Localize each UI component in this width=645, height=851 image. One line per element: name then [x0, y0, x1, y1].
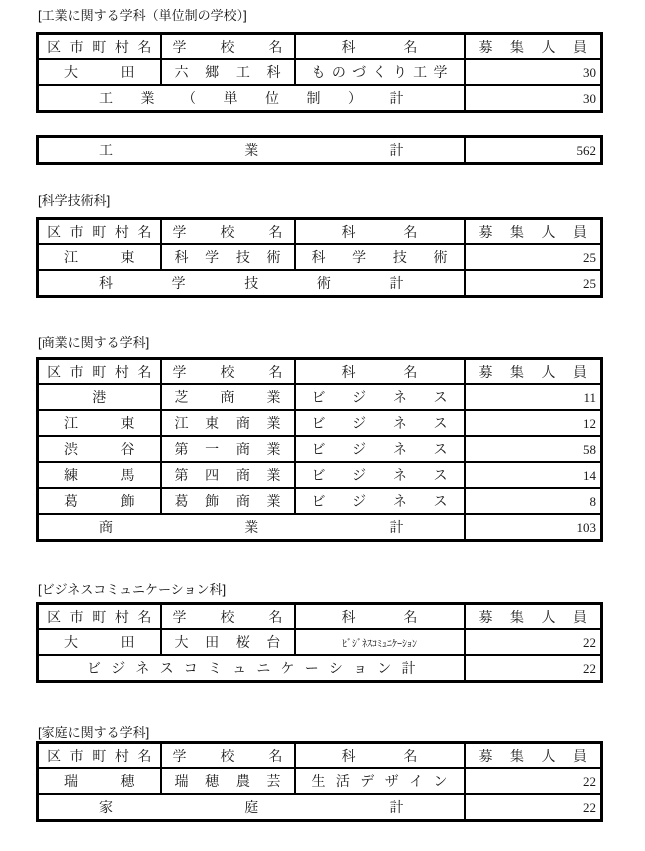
business-communication-table [36, 602, 603, 683]
department-cell: 科 学 技 術 [295, 244, 465, 270]
total-capacity-cell: 103 [465, 514, 602, 541]
capacity-cell: 14 [465, 462, 602, 488]
school-cell: 大 田 桜 台 [161, 629, 295, 655]
table-row [38, 768, 602, 794]
school-header: 学 校 名 [161, 359, 295, 385]
district-cell: 葛 飾 [38, 488, 161, 514]
capacity-header: 募 集 人 員 [465, 743, 602, 769]
table-row [38, 462, 602, 488]
capacity-cell: 8 [465, 488, 602, 514]
total-capacity-cell: 22 [465, 655, 602, 682]
total-label-cell: 工 業 （ 単 位 制 ） 計 [38, 85, 465, 112]
capacity-cell: 25 [465, 244, 602, 270]
department-header: 科 名 [295, 34, 465, 60]
table-row [38, 410, 602, 436]
school-cell: 瑞 穂 農 芸 [161, 768, 295, 794]
grand-total-label-cell: 工 業 計 [38, 137, 465, 164]
department-header: 科 名 [295, 604, 465, 630]
department-cell: も の づ く り 工 学 [295, 59, 465, 85]
school-cell: 第 一 商 業 [161, 436, 295, 462]
capacity-cell: 22 [465, 768, 602, 794]
department-cell: ビ ジ ネ ス [295, 488, 465, 514]
district-header: 区 市 町 村 名 [38, 219, 161, 245]
table-row [38, 488, 602, 514]
header-row [38, 359, 602, 385]
department-cell: ビ ジ ネ ス [295, 462, 465, 488]
capacity-header: 募 集 人 員 [465, 34, 602, 60]
table-row [38, 629, 602, 655]
district-cell: 瑞 穂 [38, 768, 161, 794]
department-cell: ビ ジ ネ ス [295, 384, 465, 410]
district-cell: 渋 谷 [38, 436, 161, 462]
section-title-home-economics: [家庭に関する学科] [38, 725, 150, 740]
total-row [38, 655, 602, 682]
district-header: 区 市 町 村 名 [38, 604, 161, 630]
district-cell: 江 東 [38, 410, 161, 436]
school-cell: 葛 飾 商 業 [161, 488, 295, 514]
header-row [38, 34, 602, 60]
total-label-cell: ビ ジ ネ ス コ ミ ュ ニ ケ ー シ ョ ン 計 [38, 655, 465, 682]
school-header: 学 校 名 [161, 219, 295, 245]
commerce-table [36, 357, 603, 542]
school-cell: 第 四 商 業 [161, 462, 295, 488]
total-capacity-cell: 25 [465, 270, 602, 297]
school-cell: 芝 商 業 [161, 384, 295, 410]
district-cell: 大 田 [38, 629, 161, 655]
total-row [38, 794, 602, 821]
district-cell: 練 馬 [38, 462, 161, 488]
total-row [38, 85, 602, 112]
section-title-business-communication: [ビジネスコミュニケーション科] [38, 582, 227, 597]
district-cell: 江 東 [38, 244, 161, 270]
science-technology-table [36, 217, 603, 298]
department-header: 科 名 [295, 219, 465, 245]
department-header: 科 名 [295, 743, 465, 769]
total-label-cell: 科 学 技 術 計 [38, 270, 465, 297]
department-header: 科 名 [295, 359, 465, 385]
total-capacity-cell: 30 [465, 85, 602, 112]
document-page [0, 8, 645, 822]
district-header: 区 市 町 村 名 [38, 34, 161, 60]
capacity-header: 募 集 人 員 [465, 604, 602, 630]
school-header: 学 校 名 [161, 743, 295, 769]
header-row [38, 219, 602, 245]
department-cell: ビ ジ ネ ス [295, 410, 465, 436]
total-label-cell: 家 庭 計 [38, 794, 465, 821]
capacity-header: 募 集 人 員 [465, 219, 602, 245]
total-row [38, 514, 602, 541]
district-header: 区 市 町 村 名 [38, 743, 161, 769]
industrial-grand-total-table [36, 135, 603, 165]
district-cell: 港 [38, 384, 161, 410]
grand-total-capacity-cell: 562 [465, 137, 602, 164]
department-cell: ﾋﾞｼﾞﾈｽｺﾐｭﾆｹｰｼｮﾝ [295, 629, 465, 655]
district-header: 区 市 町 村 名 [38, 359, 161, 385]
school-cell: 江 東 商 業 [161, 410, 295, 436]
school-cell: 六 郷 工 科 [161, 59, 295, 85]
table-row [38, 244, 602, 270]
capacity-cell: 58 [465, 436, 602, 462]
header-row [38, 743, 602, 769]
header-row [38, 604, 602, 630]
department-cell: ビ ジ ネ ス [295, 436, 465, 462]
total-capacity-cell: 22 [465, 794, 602, 821]
school-header: 学 校 名 [161, 604, 295, 630]
section-title-commerce: [商業に関する学科] [38, 335, 150, 350]
capacity-cell: 30 [465, 59, 602, 85]
district-cell: 大 田 [38, 59, 161, 85]
school-header: 学 校 名 [161, 34, 295, 60]
total-label-cell: 商 業 計 [38, 514, 465, 541]
department-cell: 生 活 デ ザ イ ン [295, 768, 465, 794]
capacity-cell: 12 [465, 410, 602, 436]
total-row [38, 270, 602, 297]
capacity-header: 募 集 人 員 [465, 359, 602, 385]
capacity-cell: 22 [465, 629, 602, 655]
section-title-science-technology: [科学技術科] [38, 193, 111, 208]
grand-total-row [38, 137, 602, 164]
school-cell: 科 学 技 術 [161, 244, 295, 270]
section-title-industrial-unit: [工業に関する学科（単位制の学校）] [38, 8, 247, 23]
industrial-unit-table [36, 32, 603, 113]
table-row [38, 59, 602, 85]
home-economics-table [36, 741, 603, 822]
table-row [38, 436, 602, 462]
table-row [38, 384, 602, 410]
capacity-cell: 11 [465, 384, 602, 410]
